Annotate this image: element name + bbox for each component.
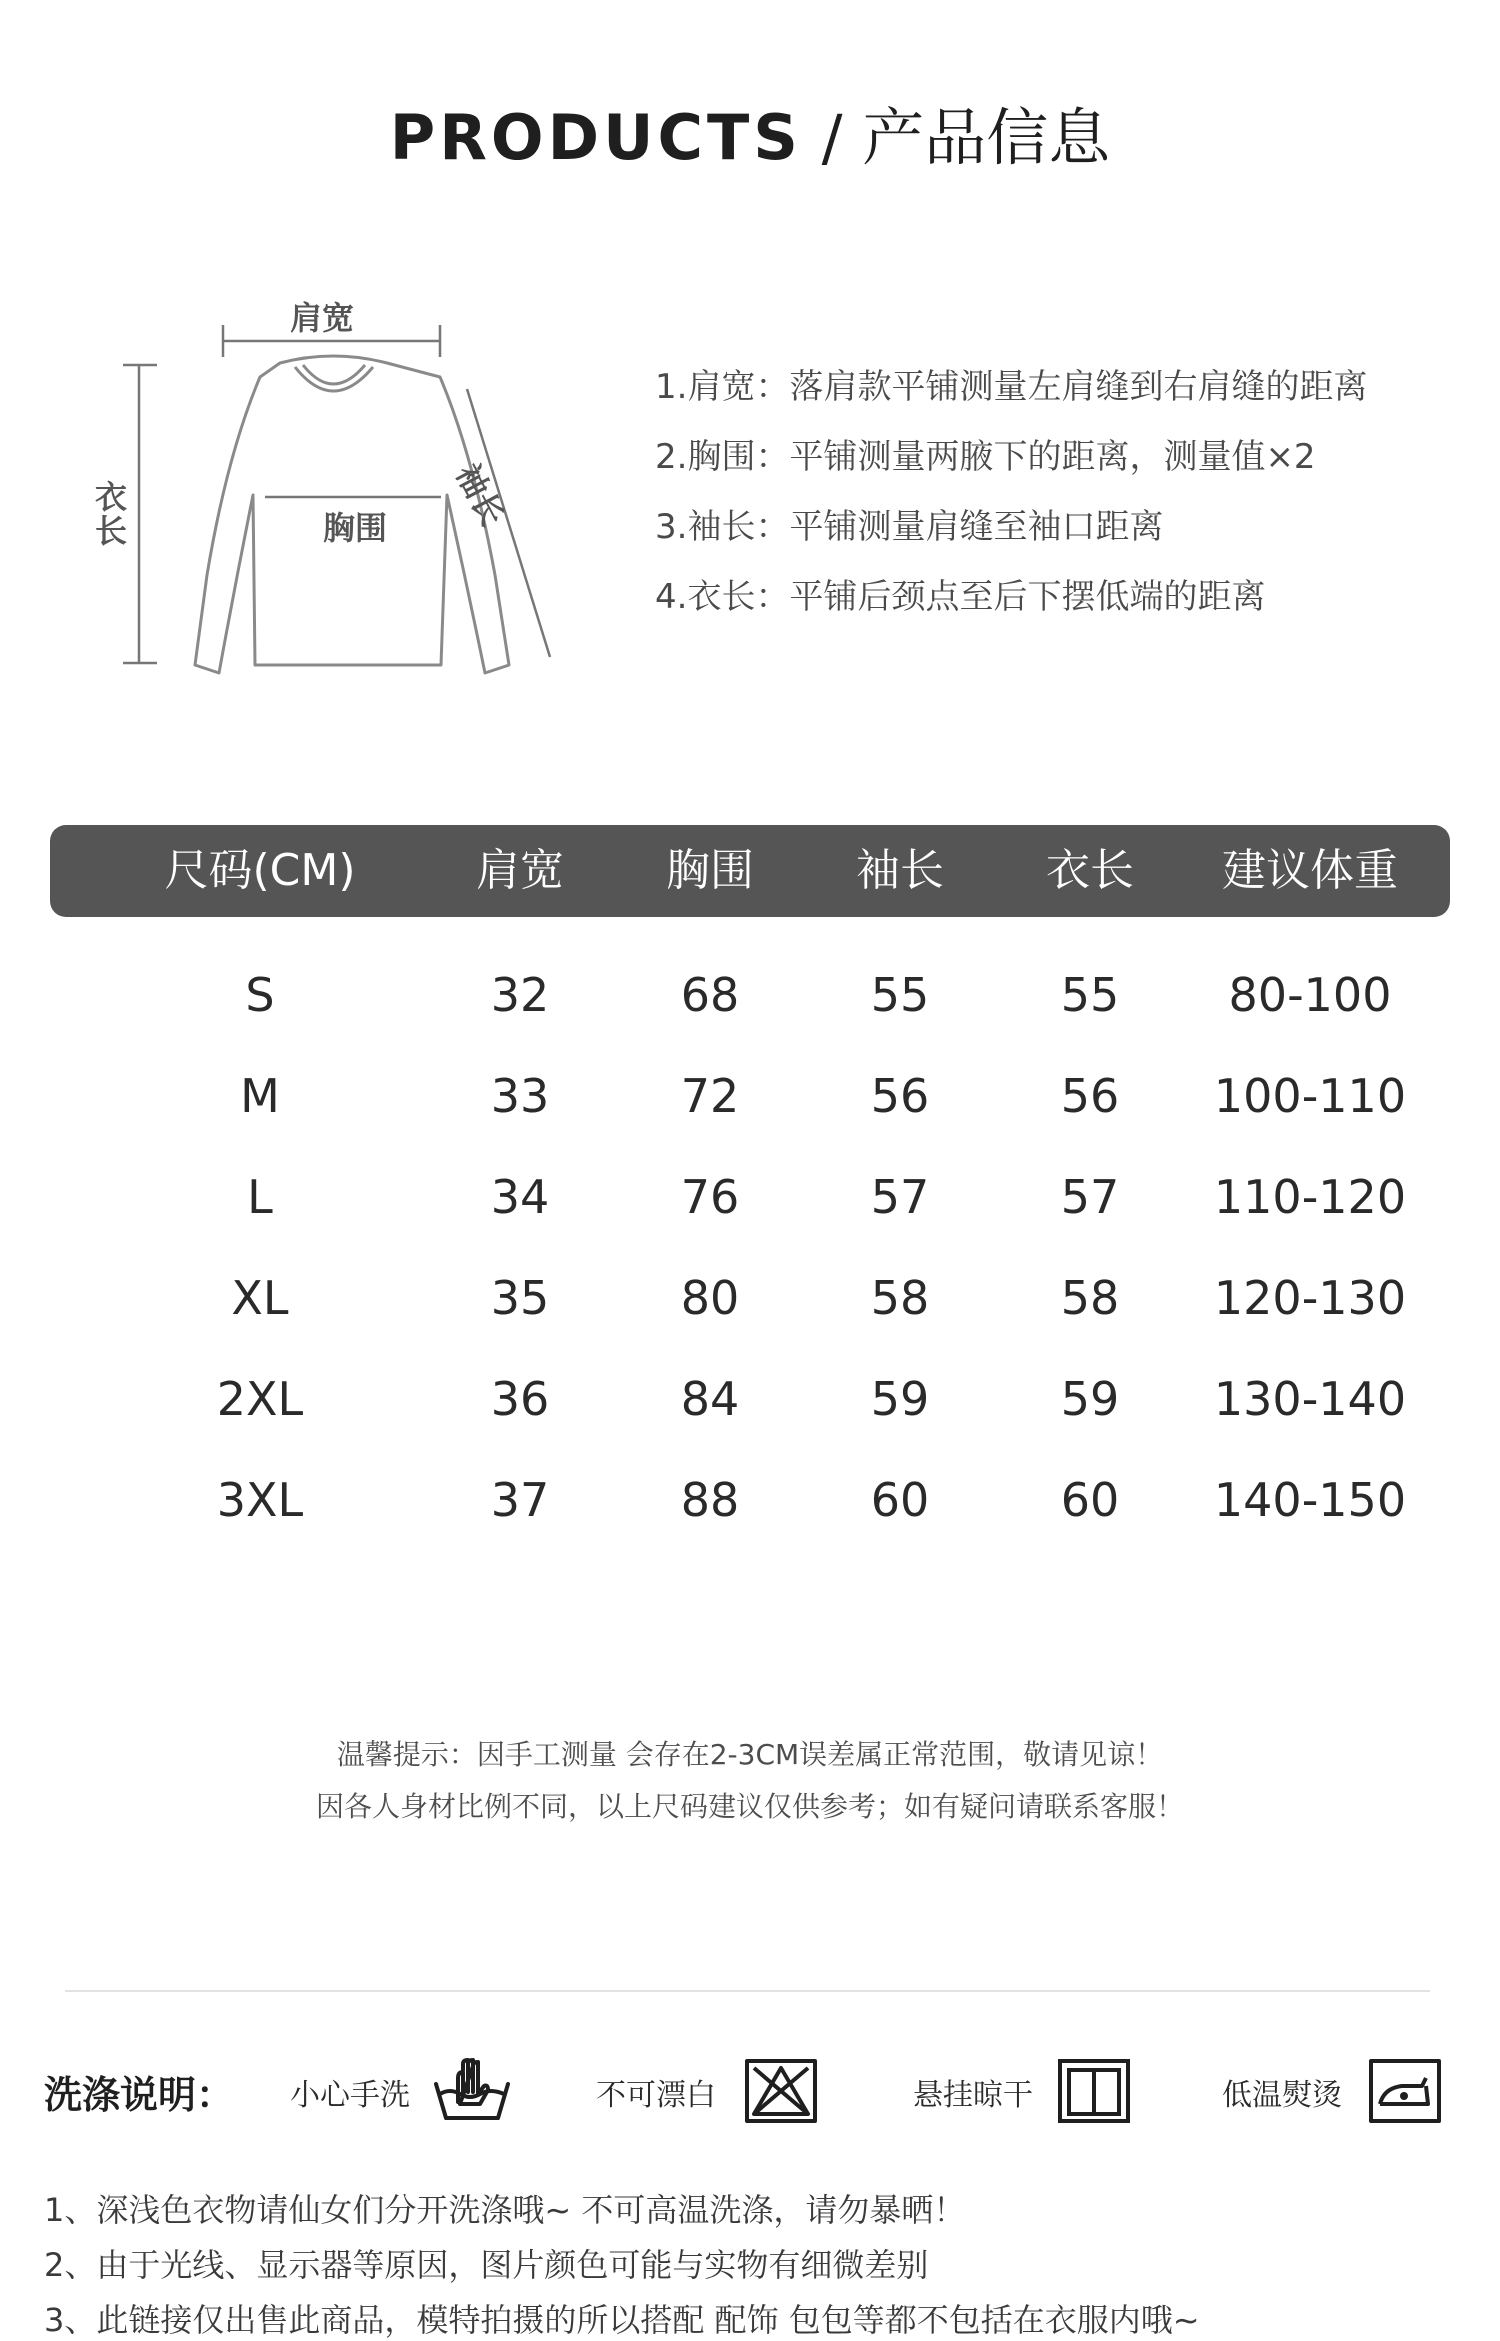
cell-size: 3XL <box>216 1473 304 1527</box>
size-table-body <box>50 945 1450 1551</box>
care-instructions <box>0 2058 1500 2128</box>
care-title: 洗涤说明： <box>44 2073 235 2117</box>
cell-chest: 84 <box>680 1372 740 1426</box>
table-row <box>50 1450 1450 1551</box>
cell-sleeve: 58 <box>870 1271 930 1325</box>
cell-weight: 110-120 <box>1213 1170 1407 1224</box>
cell-chest: 80 <box>680 1271 740 1325</box>
cell-weight: 100-110 <box>1213 1069 1407 1123</box>
note-sleeve: 3.袖长：平铺测量肩缝至袖口距离 <box>655 507 1164 547</box>
cell-size: XL <box>231 1271 289 1325</box>
cell-length: 59 <box>1060 1372 1120 1426</box>
cell-shoulder: 35 <box>490 1271 550 1325</box>
hang-dry-icon <box>1057 2058 1131 2124</box>
cell-sleeve: 60 <box>870 1473 930 1527</box>
table-row <box>50 1046 1450 1147</box>
cell-shoulder: 37 <box>490 1473 550 1527</box>
table-row <box>50 1349 1450 1450</box>
title-english: PRODUCTS <box>389 101 802 174</box>
cell-sleeve: 56 <box>870 1069 930 1123</box>
cell-shoulder: 33 <box>490 1069 550 1123</box>
cell-sleeve: 55 <box>870 968 930 1022</box>
hand-wash-icon <box>432 2058 512 2124</box>
header-size: 尺码(CM) <box>164 845 356 896</box>
cell-sleeve: 59 <box>870 1372 930 1426</box>
cell-length: 55 <box>1060 968 1120 1022</box>
shoulder-width-label: 肩宽 <box>290 299 355 337</box>
note-chest: 2.胸围：平铺测量两腋下的距离，测量值×2 <box>655 437 1316 477</box>
cell-size: L <box>247 1170 273 1224</box>
cell-shoulder: 36 <box>490 1372 550 1426</box>
tip-measurement-error: 温馨提示：因手工测量 会存在2-3CM误差属正常范围，敬请见谅！ <box>336 1738 1164 1771</box>
note-length: 4.衣长：平铺后颈点至后下摆低端的距离 <box>655 577 1266 617</box>
table-row <box>50 1147 1450 1248</box>
title-chinese: 产品信息 <box>862 101 1111 174</box>
tip-size-reference: 因各人身材比例不同，以上尺码建议仅供参考；如有疑问请联系客服！ <box>315 1790 1184 1823</box>
cell-shoulder: 32 <box>490 968 550 1022</box>
cell-chest: 76 <box>680 1170 740 1224</box>
care-label-no-bleach: 不可漂白 <box>596 2078 716 2113</box>
header-chest: 胸围 <box>666 845 754 896</box>
header-sleeve: 袖长 <box>856 845 944 896</box>
cell-chest: 68 <box>680 968 740 1022</box>
measurement-diagram <box>95 285 575 695</box>
instruction-item: 1、深浅色衣物请仙女们分开洗涤哦~ 不可高温洗涤，请勿暴晒！ <box>44 2191 966 2229</box>
low-iron-icon <box>1368 2058 1442 2124</box>
cell-weight: 130-140 <box>1213 1372 1407 1426</box>
header-weight: 建议体重 <box>1222 845 1398 896</box>
title-separator: / <box>821 101 843 174</box>
cell-size: 2XL <box>216 1372 304 1426</box>
section-divider <box>65 1990 1430 1992</box>
instruction-item: 3、此链接仅出售此商品，模特拍摄的所以搭配 配饰 包包等都不包括在衣服内哦~ <box>44 2301 1200 2339</box>
page-title <box>0 98 1500 178</box>
cell-chest: 88 <box>680 1473 740 1527</box>
note-shoulder: 1.肩宽：落肩款平铺测量左肩缝到右肩缝的距离 <box>655 367 1368 407</box>
sleeve-length-label: 袖长 <box>448 457 512 533</box>
chest-label: 胸围 <box>323 509 388 547</box>
table-row <box>50 945 1450 1046</box>
header-length: 衣长 <box>1046 845 1134 896</box>
cell-weight: 80-100 <box>1228 968 1392 1022</box>
cell-weight: 120-130 <box>1213 1271 1407 1325</box>
header-shoulder: 肩宽 <box>476 845 564 896</box>
body-length-label: 衣长 <box>95 478 128 550</box>
cell-size: S <box>245 968 275 1022</box>
measurement-notes <box>655 352 1475 632</box>
cell-chest: 72 <box>680 1069 740 1123</box>
no-bleach-icon <box>744 2058 818 2124</box>
cell-length: 56 <box>1060 1069 1120 1123</box>
cell-length: 60 <box>1060 1473 1120 1527</box>
cell-length: 57 <box>1060 1170 1120 1224</box>
care-label-hang-dry: 悬挂晾干 <box>913 2078 1033 2113</box>
cell-sleeve: 57 <box>870 1170 930 1224</box>
cell-length: 58 <box>1060 1271 1120 1325</box>
cell-weight: 140-150 <box>1213 1473 1407 1527</box>
table-row <box>50 1248 1450 1349</box>
cell-size: M <box>240 1069 280 1123</box>
care-label-hand-wash: 小心手洗 <box>290 2078 410 2113</box>
cell-shoulder: 34 <box>490 1170 550 1224</box>
size-table-header <box>50 825 1450 917</box>
instruction-item: 2、由于光线、显示器等原因，图片颜色可能与实物有细微差别 <box>44 2246 929 2284</box>
care-label-low-iron: 低温熨烫 <box>1222 2078 1342 2113</box>
